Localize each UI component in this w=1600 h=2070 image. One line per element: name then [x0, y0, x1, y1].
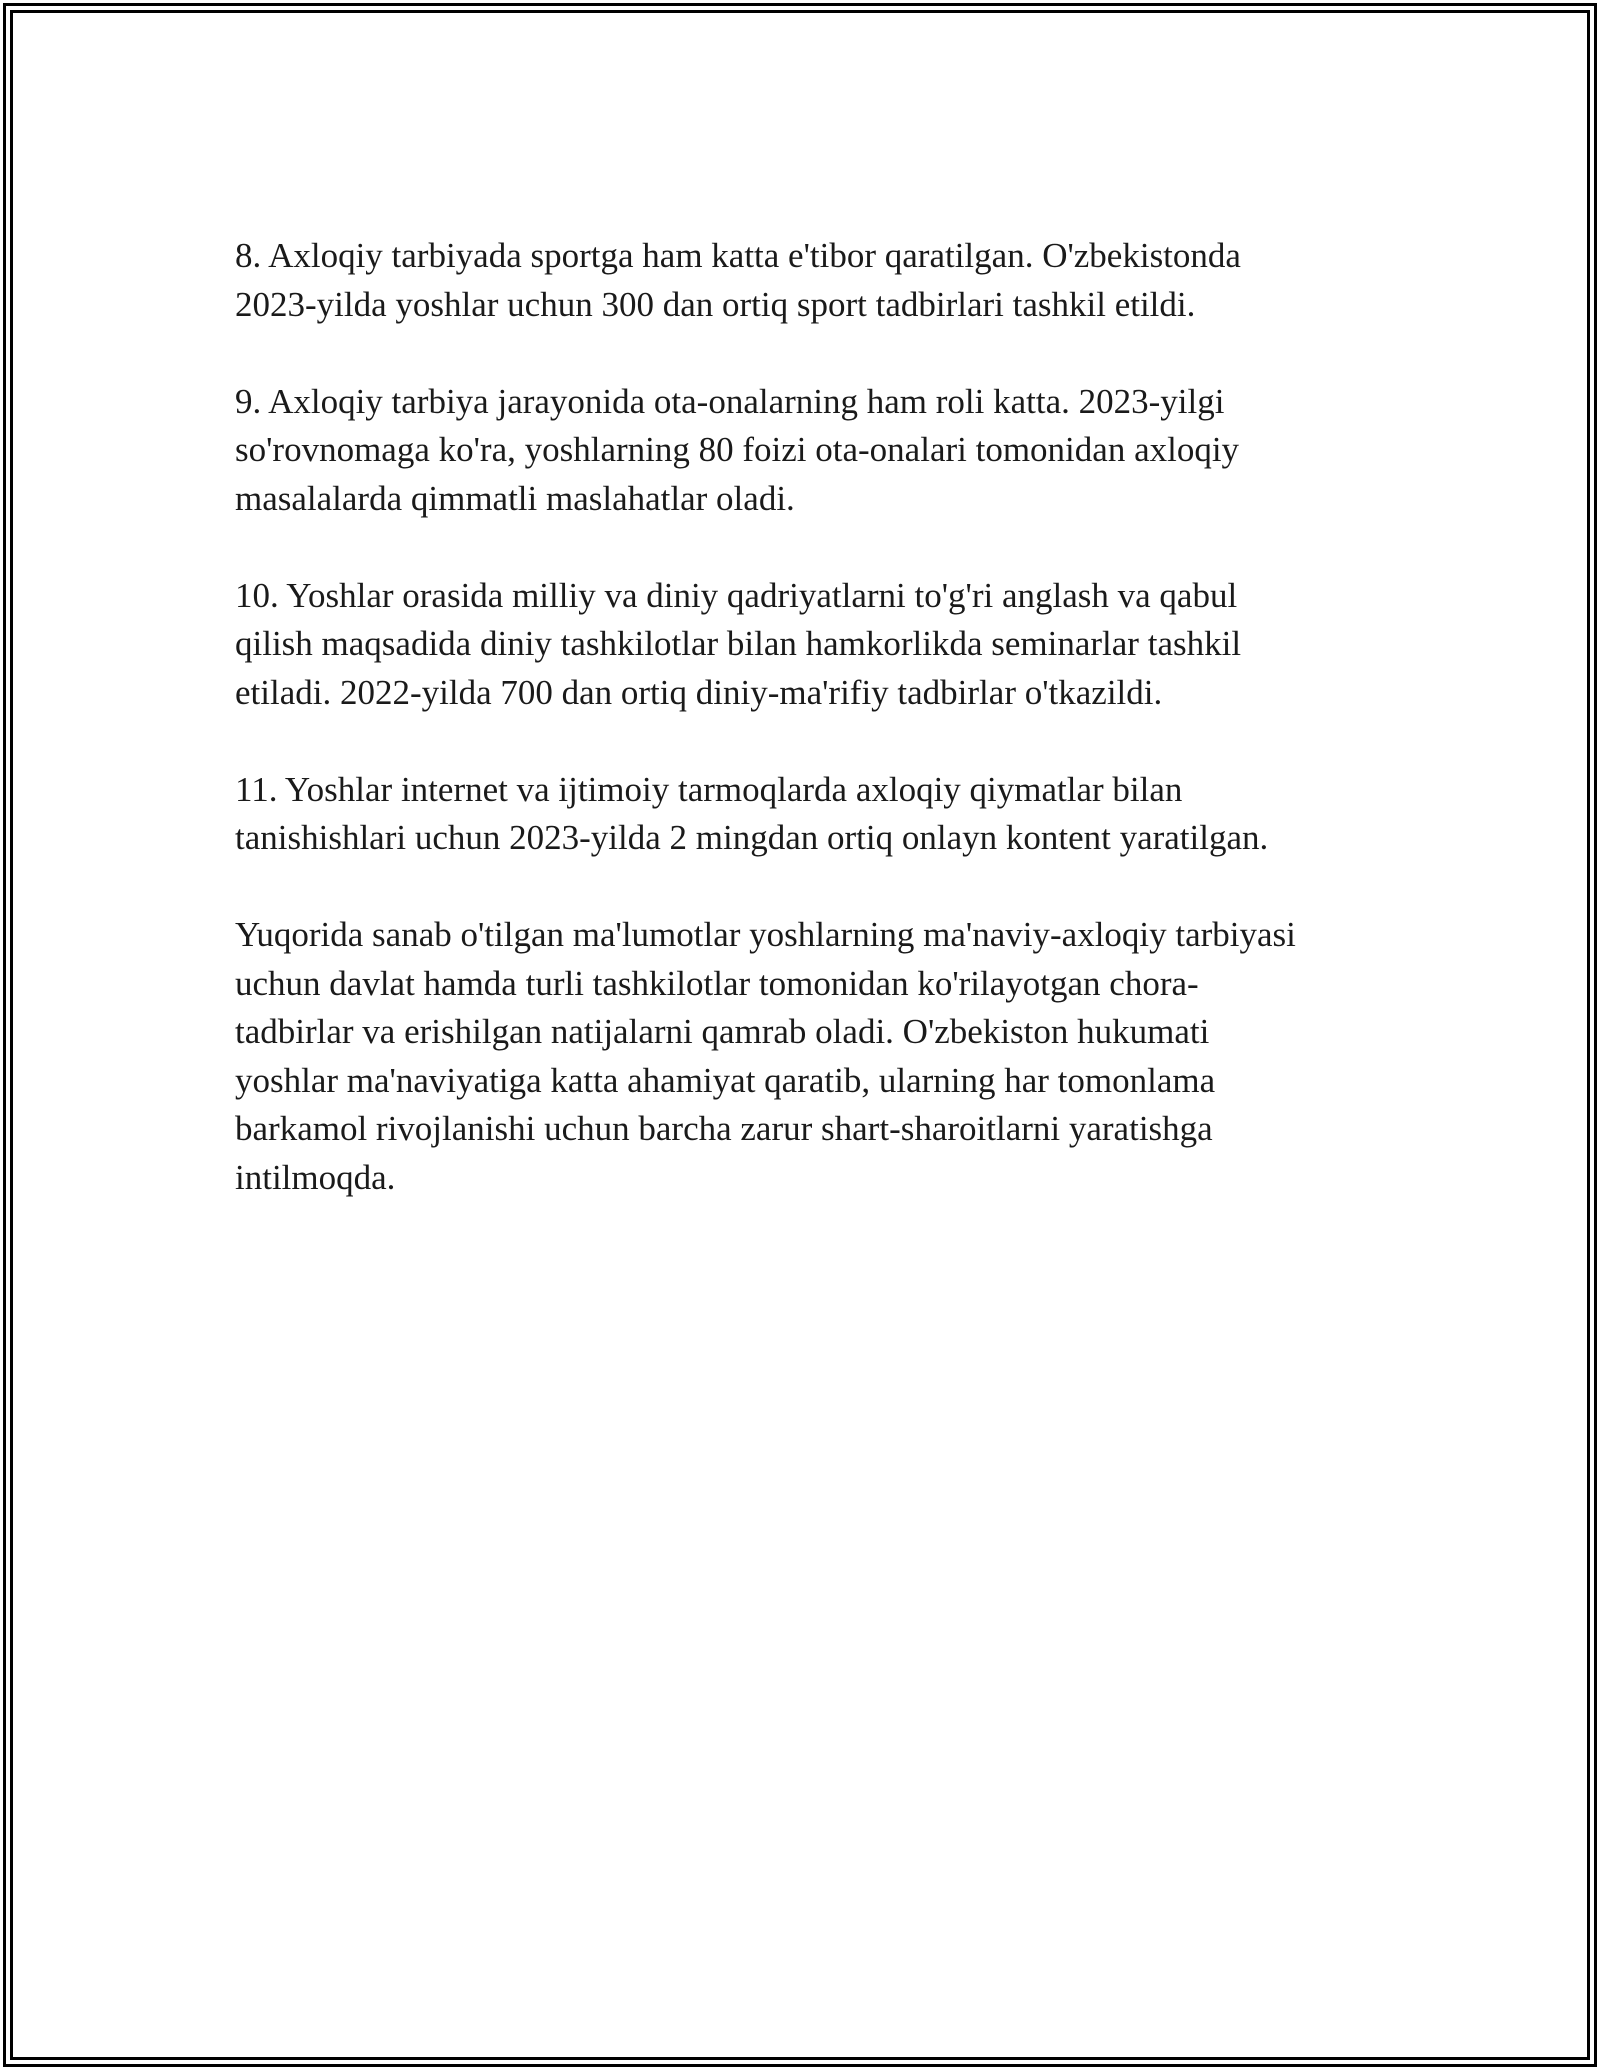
paragraph-item-8: 8. Axloqiy tarbiyada sportga ham katta e'tibor qaratilgan. O'zbekistonda 2023-yilda yoshlar uchun 300 dan ortiq sport tadbirlari tashkil etildi.: [235, 236, 1241, 324]
paragraph-item-11: 11. Yoshlar internet va ijtimoiy tarmoqlarda axloqiy qiymatlar bilan tanishishlari uchun 2023-yilda 2 mingdan ortiq onlayn kontent yaratilgan.: [235, 769, 1269, 857]
summary-paragraph: Yuqorida sanab o'tilgan ma'lumotlar yoshlarning ma'naviy-axloqiy tarbiyasi uchun davlat hamda turli tashkilotlar tomonidan ko'rilayotgan chora- tadbirlar va erishilgan natijalarni qamrab oladi. O'zbekiston hukumati yoshlar ma'naviyatiga katta ahamiyat qaratib, ularning har tomonlama barkamol rivojlanishi uchun barcha zarur shart-sharoitlarni yaratishga intilmoqda.: [235, 915, 1296, 1197]
paragraph-item-10: 10. Yoshlar orasida milliy va diniy qadriyatlarni to'g'ri anglash va qabul qilish maqsadida diniy tashkilotlar bilan hamkorlikda seminarlar tashkil etiladi. 2022-yilda 700 dan ortiq diniy-ma'rifiy tadbirlar o'tkazildi.: [235, 575, 1242, 712]
paragraph-item-9: 9. Axloqiy tarbiya jarayonida ota-onalarning ham roli katta. 2023-yilgi so'rovnomaga ko'ra, yoshlarning 80 foizi ota-onalari tomonidan axloqiy masalalarda qimmatli maslahatlar oladi.: [235, 381, 1240, 518]
document-body: [235, 232, 1365, 1202]
